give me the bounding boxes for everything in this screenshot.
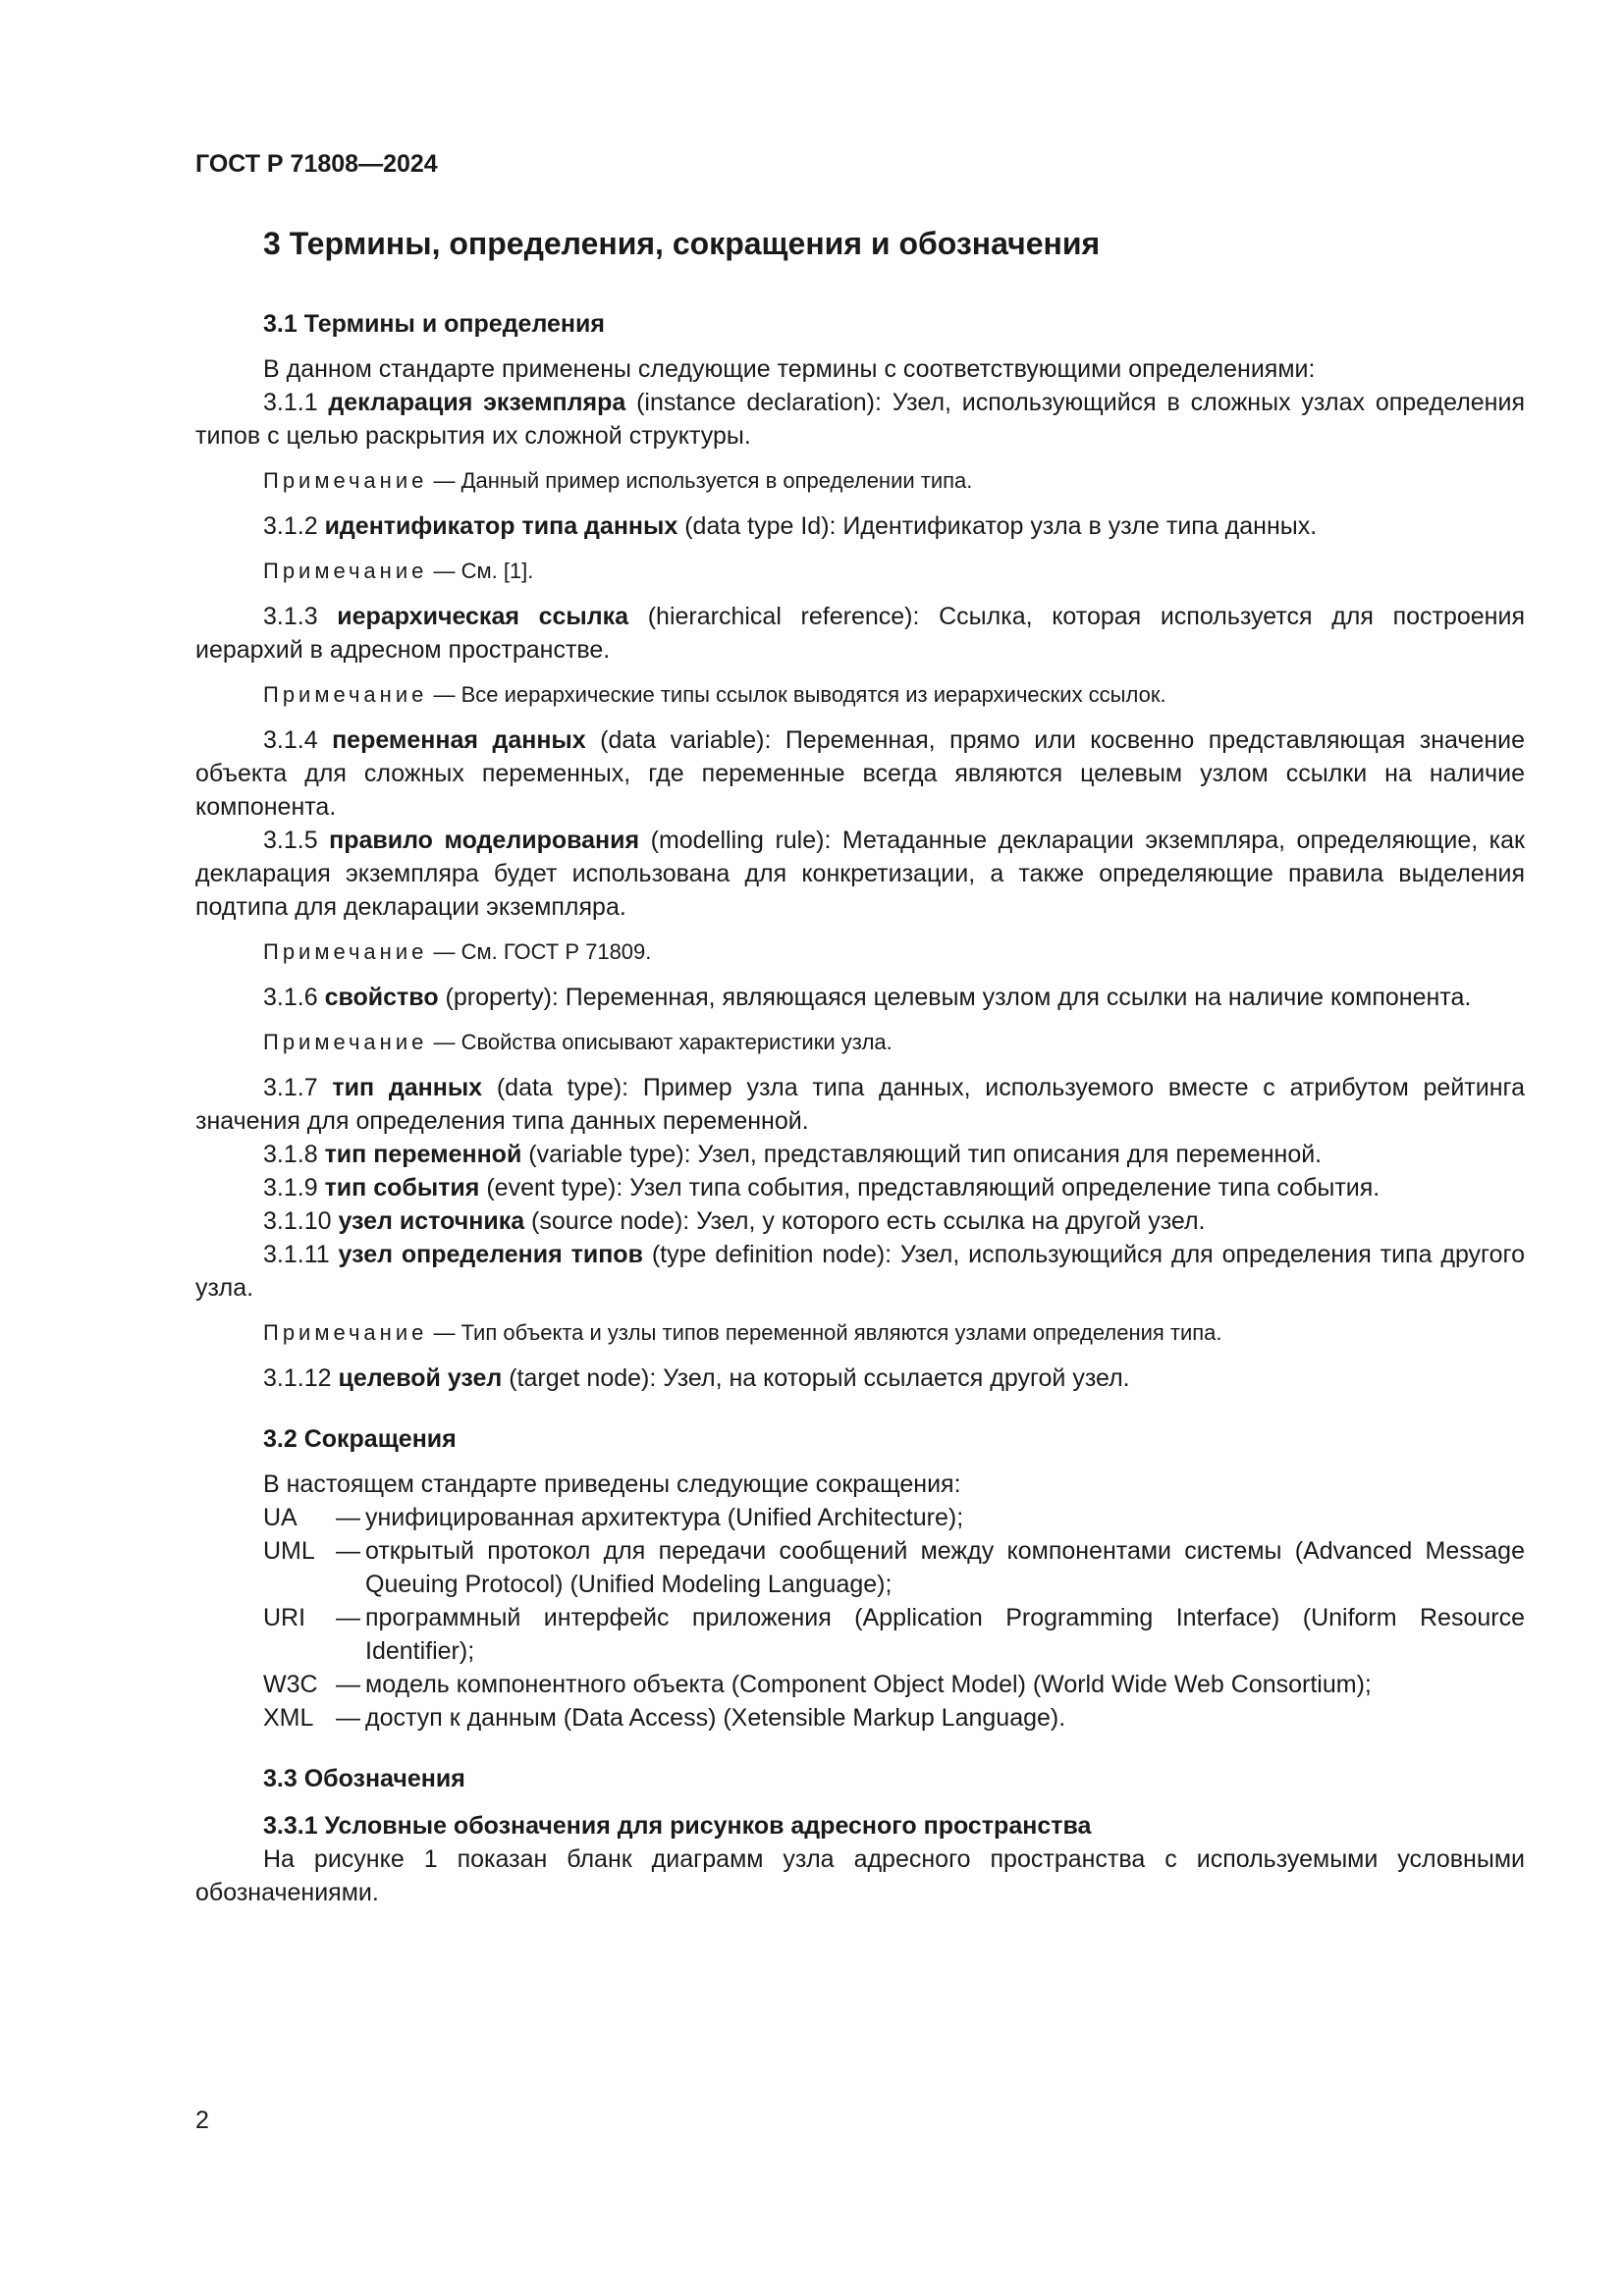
subsection-title-3-3-1: 3.3.1 Условные обозначения для рисунков адресного пространства [263,1812,1092,1840]
note-4: Примечание — См. ГОСТ Р 71809. [263,939,652,964]
paragraph-3-3-1: На рисунке 1 показан бланк диаграмм узла адресного пространства с используемыми условными обозначениями. [195,1845,1525,1906]
note-6: Примечание — Тип объекта и узлы типов переменной являются узлами определения типа. [263,1320,1222,1345]
term-3-1-12: 3.1.12 целевой узел (target node): Узел, на который ссылается другой узел. [263,1364,1130,1392]
note-1: Примечание — Данный пример используется в определении типа. [263,468,973,493]
note-5: Примечание — Свойства описывают характеристики узла. [263,1030,893,1054]
abbreviation-item: XML — доступ к данным (Data Access) (Xetensible Markup Language). [263,1704,1066,1732]
subsection-title-3-1: 3.1 Термины и определения [263,310,605,338]
page-header: ГОСТ Р 71808—2024 [195,150,438,178]
note-3: Примечание — Все иерархические типы ссылок выводятся из иерархических ссылок. [263,682,1166,707]
subsection-title-3-2: 3.2 Сокращения [263,1425,457,1453]
term-3-1-7: 3.1.7 тип данных (data type): Пример узла типа данных, используемого вместе с атрибутом рейтинга значения для определения типа данных переменной. [195,1074,1525,1135]
term-3-1-3: 3.1.3 иерархическая ссылка (hierarchical reference): Ссылка, которая используется для построения иерархий в адресном пространстве. [195,603,1525,664]
term-3-1-9: 3.1.9 тип события (event type): Узел типа события, представляющий определение типа события. [263,1174,1380,1201]
term-3-1-11: 3.1.11 узел определения типов (type definition node): Узел, использующийся для определения типа другого узла. [195,1241,1526,1302]
term-3-1-5: 3.1.5 правило моделирования (modelling rule): Метаданные декларации экземпляра, определяющие, как декларация экземпляра будет использована для конкретизации, а также определяющие правила выделения подтипа для декларации экземпляра. [195,827,1525,921]
abbreviation-item: URI — программный интерфейс приложения (Application Programming Interface) (Uniform Resource Identifier); [263,1604,1525,1665]
section-title: 3 Термины, определения, сокращения и обозначения [263,226,1101,261]
subsection-title-3-3: 3.3 Обозначения [263,1765,465,1792]
term-3-1-8: 3.1.8 тип переменной (variable type): Узел, представляющий тип описания для переменной. [263,1141,1323,1168]
page-number: 2 [195,2107,209,2134]
abbreviation-item: W3C — модель компонентного объекта (Component Object Model) (World Wide Web Consortium); [263,1671,1372,1698]
term-3-1-10: 3.1.10 узел источника (source node): Узел, у которого есть ссылка на другой узел. [263,1207,1206,1235]
note-2: Примечание — См. [1]. [263,559,534,583]
term-3-1-4: 3.1.4 переменная данных (data variable): Переменная, прямо или косвенно представляющая значение объекта для сложных переменных, где переменные всегда являются целевым узлом ссылки на наличие компонента. [195,726,1525,821]
document-body [195,307,1525,1909]
term-3-1-6: 3.1.6 свойство (property): Переменная, являющаяся целевым узлом для ссылки на наличие компонента. [263,984,1472,1011]
abbreviation-item: UML — открытый протокол для передачи сообщений между компонентами системы (Advanced Message Queuing Protocol) (Unified Modeling Language); [263,1537,1525,1598]
term-3-1-1: 3.1.1 декларация экземпляра (instance declaration): Узел, использующийся в сложных узлах определения типов с целью раскрытия их сложной структуры. [195,389,1525,450]
abbreviation-item: UA — унифицированная архитектура (Unified Architecture); [263,1504,964,1531]
intro-3-2: В настоящем стандарте приведены следующие сокращения: [263,1470,961,1498]
term-3-1-2: 3.1.2 идентификатор типа данных (data type Id): Идентификатор узла в узле типа данных. [263,512,1318,540]
intro-3-1: В данном стандарте применены следующие термины с соответствующими определениями: [263,355,1316,383]
